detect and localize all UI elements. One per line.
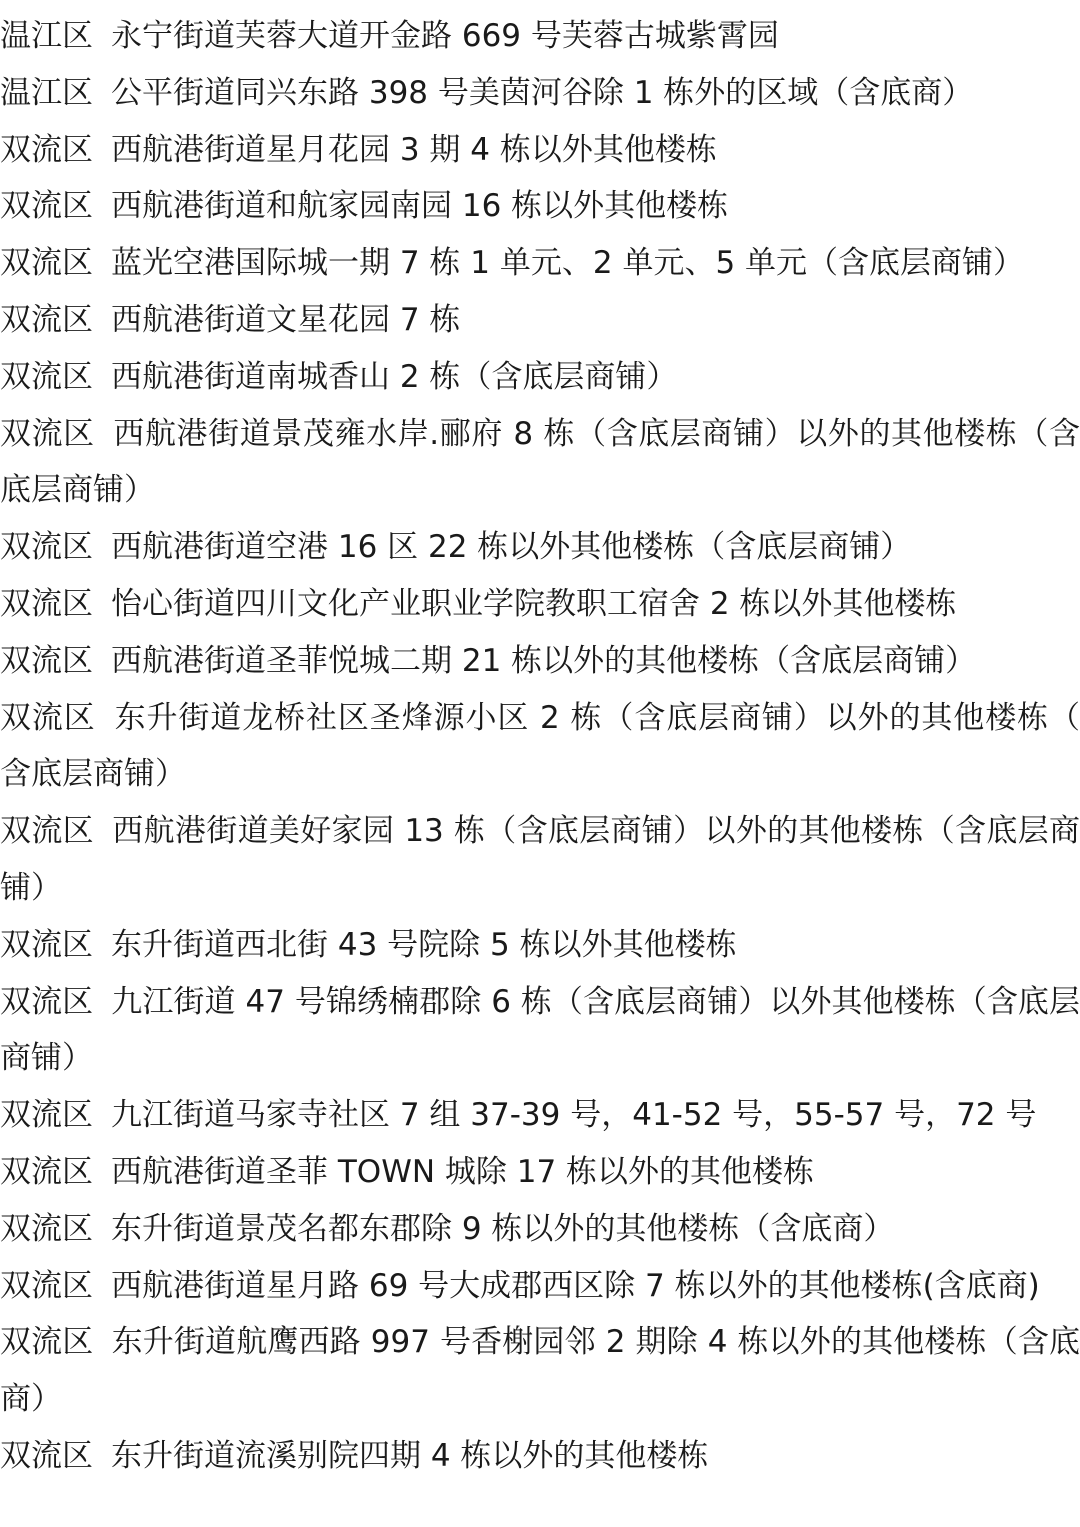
district-name: 双流区 <box>0 415 95 452</box>
list-item <box>0 1201 1080 1258</box>
district-name: 双流区 <box>0 1097 93 1134</box>
address-text: 永宁街道芙蓉大道开金路 669 号芙蓉古城紫霄园 <box>111 18 779 54</box>
district-name: 双流区 <box>0 585 93 622</box>
list-item <box>0 1428 1080 1485</box>
district-name: 双流区 <box>0 926 93 963</box>
list-item <box>0 235 1080 292</box>
list-item <box>0 292 1080 349</box>
list-item <box>0 349 1080 406</box>
district-name: 双流区 <box>0 1210 93 1247</box>
address-text: 九江街道 47 号锦绣楠郡除 6 栋（含底层商铺）以外其他楼栋（含底层商铺） <box>0 983 1080 1077</box>
district-name: 双流区 <box>0 1324 94 1361</box>
list-item <box>0 1314 1080 1428</box>
list-item <box>0 1258 1080 1315</box>
list-item <box>0 1087 1080 1144</box>
address-text: 公平街道同兴东路 398 号美茵河谷除 1 栋外的区域（含底商） <box>111 74 974 111</box>
address-text: 西航港街道空港 16 区 22 栋以外其他楼栋（含底层商铺） <box>111 529 912 566</box>
district-name: 双流区 <box>0 1153 93 1190</box>
district-name: 双流区 <box>0 245 93 282</box>
list-item <box>0 1144 1080 1201</box>
district-name: 双流区 <box>0 813 94 850</box>
address-text: 东升街道西北街 43 号院除 5 栋以外其他楼栋 <box>111 926 737 963</box>
district-name: 双流区 <box>0 131 93 168</box>
address-text: 蓝光空港国际城一期 7 栋 1 单元、2 单元、5 单元（含底层商铺） <box>111 245 1025 282</box>
district-name: 温江区 <box>0 74 93 111</box>
address-text: 东升街道航鹰西路 997 号香榭园邻 2 期除 4 栋以外的其他楼栋（含底商） <box>0 1324 1080 1418</box>
district-name: 双流区 <box>0 642 93 679</box>
list-item <box>0 576 1080 633</box>
district-name: 温江区 <box>0 18 93 54</box>
list-item <box>0 178 1080 235</box>
list-item <box>0 519 1080 576</box>
list-item <box>0 122 1080 179</box>
list-item <box>0 8 1080 65</box>
district-name: 双流区 <box>0 1267 93 1304</box>
list-item <box>0 917 1080 974</box>
address-text: 西航港街道和航家园南园 16 栋以外其他楼栋 <box>111 188 729 225</box>
address-list <box>0 8 1080 1485</box>
address-text: 西航港街道星月花园 3 期 4 栋以外其他楼栋 <box>111 131 717 168</box>
district-name: 双流区 <box>0 1437 93 1474</box>
address-text: 西航港街道圣菲悦城二期 21 栋以外的其他楼栋（含底层商铺） <box>111 642 977 679</box>
list-item <box>0 974 1080 1088</box>
list-item <box>0 406 1080 520</box>
address-text: 西航港街道南城香山 2 栋（含底层商铺） <box>111 358 678 395</box>
district-name: 双流区 <box>0 301 93 338</box>
address-text: 东升街道景茂名都东郡除 9 栋以外的其他楼栋（含底商） <box>111 1210 895 1247</box>
address-text: 西航港街道圣菲 TOWN 城除 17 栋以外的其他楼栋 <box>111 1153 815 1190</box>
address-text: 西航港街道景茂雍水岸.郦府 8 栋（含底层商铺）以外的其他楼栋（含底层商铺） <box>0 415 1080 509</box>
list-item <box>0 803 1080 917</box>
address-text: 西航港街道文星花园 7 栋 <box>111 301 461 338</box>
district-name: 双流区 <box>0 699 96 736</box>
address-text: 怡心街道四川文化产业职业学院教职工宿舍 2 栋以外其他楼栋 <box>111 585 957 622</box>
address-text: 东升街道流溪别院四期 4 栋以外的其他楼栋 <box>111 1437 709 1474</box>
list-item <box>0 65 1080 122</box>
list-item <box>0 633 1080 690</box>
district-name: 双流区 <box>0 983 94 1020</box>
address-text: 东升街道龙桥社区圣烽源小区 2 栋（含底层商铺）以外的其他楼栋（含底层商铺） <box>0 699 1080 793</box>
district-name: 双流区 <box>0 529 93 566</box>
address-text: 西航港街道星月路 69 号大成郡西区除 7 栋以外的其他楼栋(含底商) <box>111 1267 1040 1304</box>
address-text: 九江街道马家寺社区 7 组 37-39 号，41-52 号，55-57 号，72 号 <box>111 1097 1037 1134</box>
district-name: 双流区 <box>0 358 93 395</box>
list-item <box>0 690 1080 804</box>
address-text: 西航港街道美好家园 13 栋（含底层商铺）以外的其他楼栋（含底层商铺） <box>0 813 1080 906</box>
district-name: 双流区 <box>0 188 93 225</box>
